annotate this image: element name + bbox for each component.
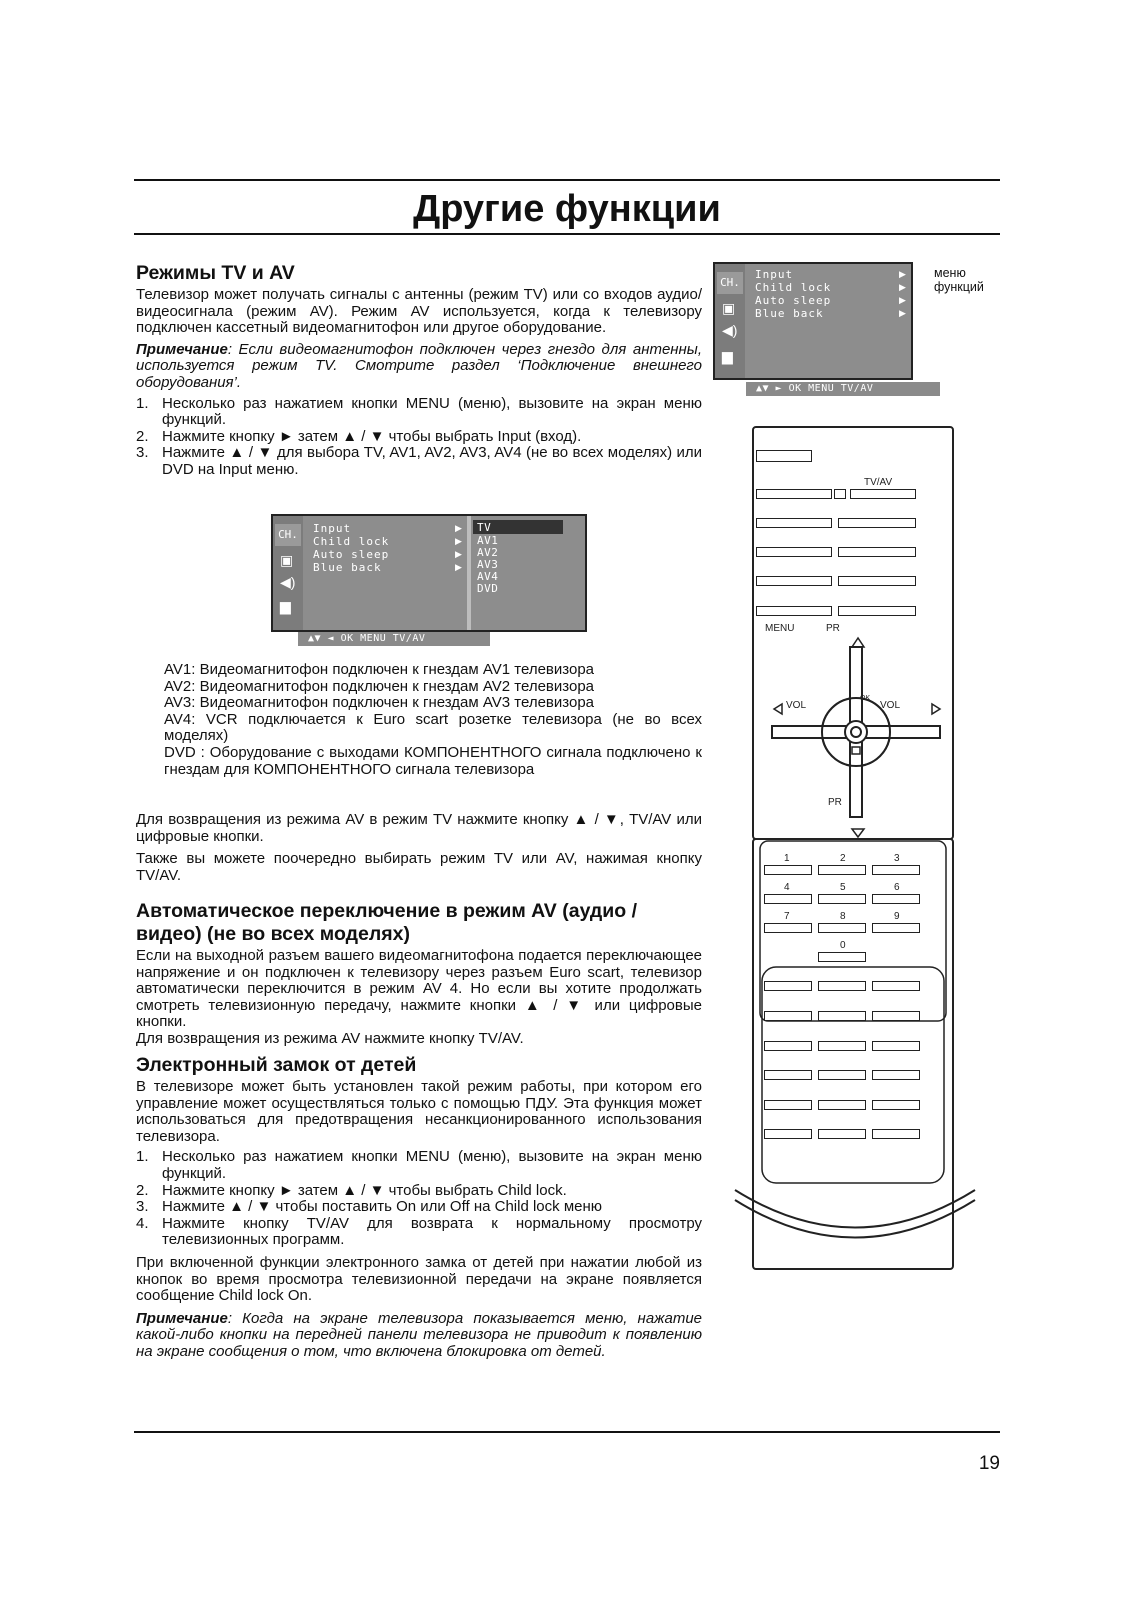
remote-button[interactable] bbox=[818, 1129, 866, 1139]
digit-4-label: 4 bbox=[784, 882, 790, 893]
remote-button[interactable] bbox=[838, 606, 916, 616]
submenu-av2: AV2 bbox=[477, 546, 499, 559]
list-item bbox=[136, 1149, 702, 1182]
list-item bbox=[136, 1216, 702, 1249]
digit-1-button[interactable] bbox=[764, 865, 812, 875]
digit-0-label: 0 bbox=[840, 940, 846, 951]
digit-9-button[interactable] bbox=[872, 923, 920, 933]
osd-sidebar bbox=[715, 264, 745, 378]
list-item bbox=[136, 396, 702, 429]
remote-button[interactable] bbox=[764, 1100, 812, 1110]
submenu-av1: AV1 bbox=[477, 534, 499, 547]
power-button[interactable] bbox=[756, 450, 812, 462]
digit-3-button[interactable] bbox=[872, 865, 920, 875]
pr-up-label: PR bbox=[826, 623, 840, 634]
list-item bbox=[136, 1199, 702, 1216]
remote-button[interactable] bbox=[834, 489, 846, 499]
remote-button[interactable] bbox=[818, 981, 866, 991]
step-text: Нажмите ▲ / ▼ для выбора TV, AV1, AV2, AV3, AV4 (не во всех моделях) или DVD на Input меню. bbox=[162, 444, 702, 478]
step-text: Нажмите кнопку ► затем ▲ / ▼ чтобы выбрать Child lock. bbox=[162, 1181, 567, 1199]
osd-ch-label: CH. bbox=[717, 272, 743, 294]
step-text: Несколько раз нажатием кнопки MENU (меню), вызовите на экран меню функций. bbox=[162, 1148, 702, 1182]
section-child-lock-steps bbox=[136, 1149, 702, 1249]
section-child-lock bbox=[136, 1054, 702, 1361]
remote-button[interactable] bbox=[764, 1129, 812, 1139]
remote-button[interactable] bbox=[872, 981, 920, 991]
av-item-dvd: DVD : Оборудование с выходами КОМПОНЕНТНОГО сигнала подключено к гнездам для КОМПОНЕНТНОГО сигнала телевизора bbox=[164, 743, 702, 778]
digit-7-label: 7 bbox=[784, 911, 790, 922]
osd-item-input: Input bbox=[755, 268, 794, 281]
section-auto-av-heading: Автоматическое переключение в режим AV (аудио / видео) (не во всех моделях) bbox=[136, 900, 638, 945]
note-label: Примечание bbox=[136, 1309, 228, 1327]
osd-item-child-lock: Child lock bbox=[755, 281, 832, 294]
arrow-right-icon: ▶ bbox=[455, 562, 462, 572]
osd-main-panel bbox=[745, 264, 911, 378]
also-text: Также вы можете поочередно выбирать режим TV или AV, нажимая кнопку TV/AV. bbox=[136, 850, 702, 884]
section-child-lock-heading: Электронный замок от детей bbox=[136, 1054, 417, 1076]
digit-5-label: 5 bbox=[840, 882, 846, 893]
menu-label: MENU bbox=[765, 623, 795, 634]
section-auto-av-text2: Для возвращения из режима AV нажмите кнопку TV/AV. bbox=[136, 1029, 524, 1047]
section-child-lock-intro: В телевизоре может быть установлен такой режим работы, при котором его управление может осуществляться только с помощью ПДУ. Эта функция может использоваться для предотвращения несанкционированного использования телевизора. bbox=[136, 1078, 702, 1145]
osd-item-auto-sleep: Auto sleep bbox=[755, 294, 832, 307]
submenu-dvd: DVD bbox=[477, 582, 499, 595]
child-lock-after-text: При включенной функции электронного замка от детей при нажатии любой из кнопок во время просмотра телевизионной передачи на экране появляется сообщение Child lock On. bbox=[136, 1253, 702, 1305]
digit-3-label: 3 bbox=[894, 853, 900, 864]
remote-button[interactable] bbox=[872, 1011, 920, 1021]
remote-button[interactable] bbox=[818, 1070, 866, 1080]
osd-item-blue-back: Blue back bbox=[313, 561, 382, 574]
osd-item-auto-sleep: Auto sleep bbox=[313, 548, 390, 561]
remote-button[interactable] bbox=[838, 518, 916, 528]
osd-input-menu bbox=[271, 514, 587, 632]
remote-button[interactable] bbox=[764, 1011, 812, 1021]
submenu-av3: AV3 bbox=[477, 558, 499, 571]
arrow-right-icon: ▶ bbox=[455, 549, 462, 559]
step-number: 3. bbox=[136, 444, 149, 462]
bottom-rule bbox=[134, 1431, 1000, 1433]
briefcase-icon: ▆ bbox=[722, 348, 733, 364]
digit-6-label: 6 bbox=[894, 882, 900, 893]
list-item bbox=[136, 1183, 702, 1200]
digit-7-button[interactable] bbox=[764, 923, 812, 933]
arrow-right-icon: ▶ bbox=[455, 523, 462, 533]
remote-button[interactable] bbox=[818, 1100, 866, 1110]
note-text: : Когда на экране телевизора показывается меню, нажатие какой-либо кнопки на передней панели телевизора не приводит к появлению на экране сообщения о том, что включена блокировка от детей. bbox=[136, 1309, 702, 1360]
speaker-icon: ◀) bbox=[280, 574, 296, 590]
digit-2-label: 2 bbox=[840, 853, 846, 864]
section-auto-av-text: Если на выходной разъем вашего видеомагнитофона подается переключающее напряжение и он подключен к телевизору через разъем Euro scart, телевизор автоматически переключится в режим AV 4. Но если вы хотите продолжать смотреть телевизионную передачу, нажмите кнопки ▲ / ▼ или цифровые кнопки. bbox=[136, 947, 702, 1031]
tvav-label: TV/AV bbox=[864, 477, 893, 488]
vol-left-label: VOL bbox=[786, 700, 807, 711]
digit-0-button[interactable] bbox=[818, 952, 866, 962]
arrow-right-icon: ▶ bbox=[899, 282, 906, 292]
av-item-av3: AV3: Видеомагнитофон подключен к гнездам AV3 телевизора bbox=[164, 694, 595, 712]
step-text: Нажмите кнопку TV/AV для возврата к нормальному просмотру телевизионных программ. bbox=[162, 1214, 702, 1249]
osd-footer: ▲▼ ► OK MENU TV/AV bbox=[746, 382, 940, 396]
page-number: 19 bbox=[978, 1453, 1000, 1474]
remote-button[interactable] bbox=[756, 489, 832, 499]
submenu-av4: AV4 bbox=[477, 570, 499, 583]
digit-4-button[interactable] bbox=[764, 894, 812, 904]
digit-8-label: 8 bbox=[840, 911, 846, 922]
remote-button[interactable] bbox=[872, 1070, 920, 1080]
av-sources bbox=[164, 662, 702, 778]
briefcase-icon: ▆ bbox=[280, 598, 291, 614]
remote-button[interactable] bbox=[872, 1041, 920, 1051]
digit-6-button[interactable] bbox=[872, 894, 920, 904]
osd-main-panel bbox=[303, 516, 467, 630]
section-auto-av bbox=[136, 900, 702, 1048]
step-number: 3. bbox=[136, 1198, 149, 1216]
section-tv-av-return bbox=[136, 812, 702, 884]
step-text: Нажмите ▲ / ▼ чтобы поставить On или Off на Child lock меню bbox=[162, 1198, 603, 1216]
step-number: 1. bbox=[136, 394, 149, 412]
arrow-right-icon: ▶ bbox=[899, 308, 906, 318]
remote-button[interactable] bbox=[818, 1011, 866, 1021]
digit-1-label: 1 bbox=[784, 853, 790, 864]
tvav-button[interactable] bbox=[850, 489, 916, 499]
digit-2-button[interactable] bbox=[818, 865, 866, 875]
osd-item-input: Input bbox=[313, 522, 352, 535]
arrow-right-icon: ▶ bbox=[899, 295, 906, 305]
step-text: Несколько раз нажатием кнопки MENU (меню), вызовите на экран меню функций. bbox=[162, 394, 702, 429]
title-rule bbox=[134, 233, 1000, 235]
step-number: 2. bbox=[136, 427, 149, 445]
remote-button[interactable] bbox=[756, 518, 832, 528]
top-rule bbox=[134, 179, 1000, 181]
digit-5-button[interactable] bbox=[818, 894, 866, 904]
av-item-av4: AV4: VCR подключается к Euro scart розетке телевизора (не во всех моделях) bbox=[164, 710, 702, 745]
list-item bbox=[136, 445, 702, 478]
osd-sidebar bbox=[273, 516, 303, 630]
remote-button[interactable] bbox=[818, 1041, 866, 1051]
arrow-right-icon: ▶ bbox=[455, 536, 462, 546]
ok-label: OK bbox=[860, 695, 871, 702]
list-item bbox=[136, 429, 702, 446]
submenu-tv: TV bbox=[477, 521, 492, 534]
section-tv-av bbox=[136, 262, 702, 479]
osd-function-menu bbox=[713, 262, 913, 380]
remote-button[interactable] bbox=[838, 576, 916, 586]
section-tv-av-note bbox=[136, 342, 702, 392]
note-label: Примечание bbox=[136, 340, 228, 358]
av-item-av2: AV2: Видеомагнитофон подключен к гнездам AV2 телевизора bbox=[164, 677, 595, 695]
note-text: : Если видеомагнитофон подключен через гнездо для антенны, используется режим TV. Смотрите раздел ‘Подключение внешнего оборудования’. bbox=[136, 340, 702, 391]
osd-submenu bbox=[471, 516, 585, 630]
av-item-av1: AV1: Видеомагнитофон подключен к гнездам AV1 телевизора bbox=[164, 661, 595, 678]
speaker-icon: ◀) bbox=[722, 322, 738, 338]
osd-caption-line1: меню bbox=[934, 266, 966, 280]
vol-right-label: VOL bbox=[880, 700, 901, 711]
section-tv-av-steps bbox=[136, 396, 702, 479]
child-lock-note bbox=[136, 1311, 702, 1361]
remote-button[interactable] bbox=[756, 576, 832, 586]
remote-button[interactable] bbox=[838, 547, 916, 557]
section-tv-av-heading: Режимы TV и AV bbox=[136, 262, 295, 284]
osd-item-child-lock: Child lock bbox=[313, 535, 390, 548]
osd-footer: ▲▼ ◄ OK MENU TV/AV bbox=[298, 632, 490, 646]
step-number: 2. bbox=[136, 1181, 149, 1199]
remote-button[interactable] bbox=[764, 1041, 812, 1051]
digit-8-button[interactable] bbox=[818, 923, 866, 933]
pr-down-label: PR bbox=[828, 797, 842, 808]
remote-button[interactable] bbox=[764, 981, 812, 991]
remote-button[interactable] bbox=[872, 1100, 920, 1110]
tv-icon: ▣ bbox=[722, 300, 736, 316]
tv-icon: ▣ bbox=[280, 552, 294, 568]
section-tv-av-intro: Телевизор может получать сигналы с антенны (режим TV) или со входов аудио/ видеосигнала (режим AV). Режим AV используется, когда к телевизору подключен кассетный видеомагнитофон или другое оборудование. bbox=[136, 286, 702, 337]
remote-button[interactable] bbox=[756, 606, 832, 616]
osd-caption bbox=[934, 266, 984, 294]
osd-ch-label: CH. bbox=[275, 524, 301, 546]
step-text: Нажмите кнопку ► затем ▲ / ▼ чтобы выбрать Input (вход). bbox=[162, 427, 582, 445]
remote-button[interactable] bbox=[872, 1129, 920, 1139]
digit-9-label: 9 bbox=[894, 911, 900, 922]
remote-button[interactable] bbox=[756, 547, 832, 557]
arrow-right-icon: ▶ bbox=[899, 269, 906, 279]
page-title: Другие функции bbox=[413, 188, 721, 230]
step-number: 1. bbox=[136, 1148, 149, 1166]
osd-caption-line2: функций bbox=[934, 280, 984, 294]
return-text: Для возвращения из режима AV в режим TV нажмите кнопку ▲ / ▼, TV/AV или цифровые кнопки. bbox=[136, 811, 702, 845]
remote-control bbox=[730, 425, 980, 1285]
remote-button[interactable] bbox=[764, 1070, 812, 1080]
osd-item-blue-back: Blue back bbox=[755, 307, 824, 320]
step-number: 4. bbox=[136, 1214, 149, 1232]
